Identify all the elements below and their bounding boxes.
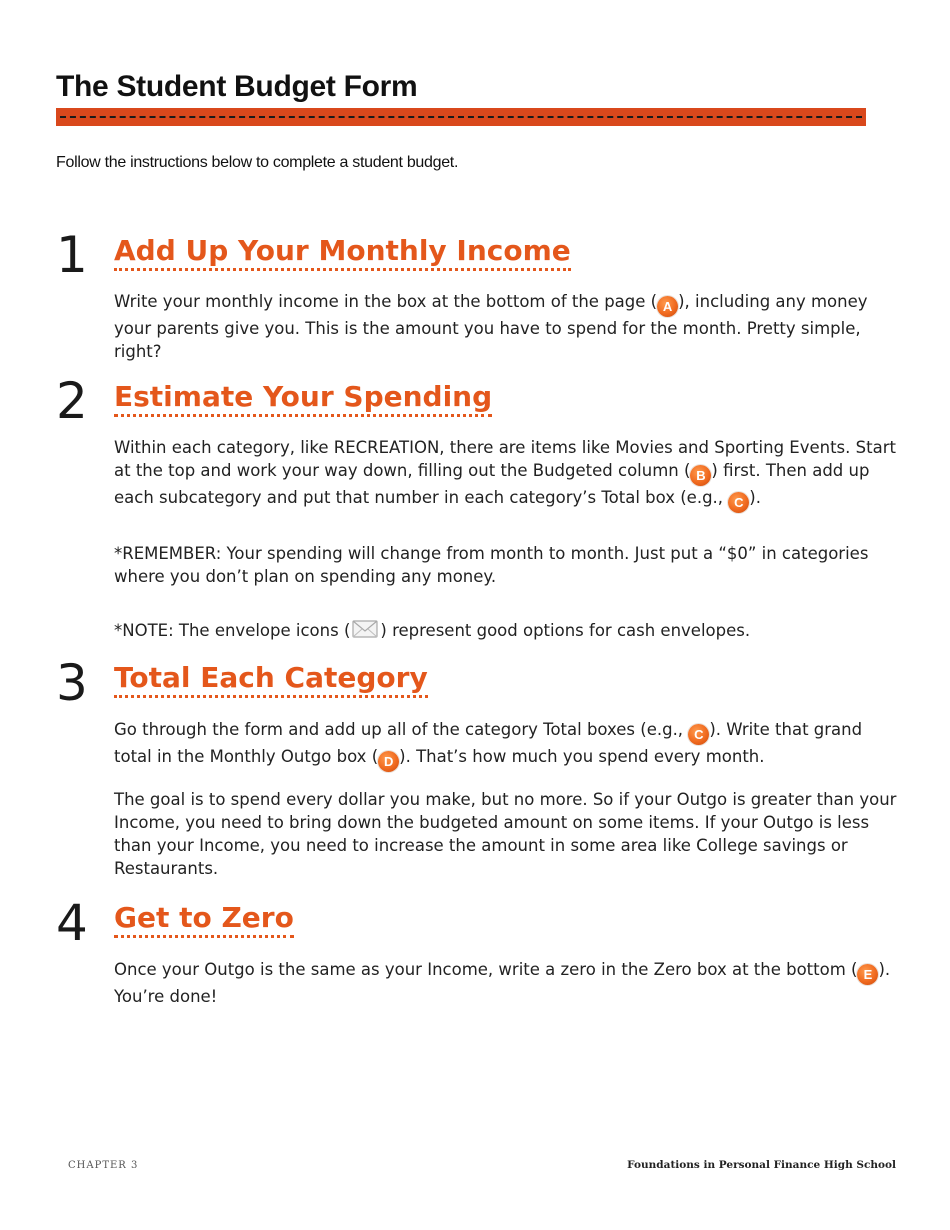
footer-publication: Foundations in Personal Finance High School	[627, 1159, 896, 1171]
badge-b-icon: B	[690, 465, 711, 486]
title-underline-bar	[56, 108, 866, 126]
step-2-remember: *REMEMBER: Your spending will change from month to month. Just put a “$0” in categories where you don’t plan on spending any money.	[114, 544, 869, 586]
step-4-heading: Get to Zero	[114, 901, 294, 938]
page-title: The Student Budget Form	[56, 70, 418, 103]
title-dashed-line	[60, 116, 862, 118]
badge-e-icon: E	[857, 964, 878, 985]
step-2-note-b: ) represent good options for cash envelopes.	[380, 621, 751, 640]
step-3-text-c: ). That’s how much you spend every month.	[399, 747, 765, 766]
step-4-text-a: Once your Outgo is the same as your Income, write a zero in the Zero box at the bottom (	[114, 960, 858, 979]
step-1-number: 1	[56, 226, 88, 284]
step-2-heading: Estimate Your Spending	[114, 380, 492, 417]
footer-chapter: CHAPTER 3	[68, 1160, 139, 1171]
step-3-text-a: Go through the form and add up all of the category Total boxes (e.g.,	[114, 720, 689, 739]
step-2-paragraph	[114, 436, 904, 513]
step-2-text-c: ).	[749, 488, 761, 507]
step-2-number: 2	[56, 372, 88, 430]
badge-a-icon: A	[657, 296, 678, 317]
step-2-note	[114, 618, 904, 642]
step-1-text-a: Write your monthly income in the box at the bottom of the page (	[114, 292, 658, 311]
step-3-text-b: ). Write that grand total in the Monthly Outgo box (	[114, 720, 863, 766]
step-1-paragraph	[114, 290, 904, 363]
intro-text: Follow the instructions below to complete a student budget.	[56, 154, 459, 171]
step-1-text-b: ), including any money your parents give you. This is the amount you have to spend for the month. Pretty simple, right?	[114, 292, 868, 361]
step-2-text-b: ) first. Then add up each subcategory and put that number in each category’s Total box (e.g.,	[114, 461, 870, 507]
badge-d-icon: D	[378, 751, 399, 772]
step-2-text-a: Within each category, like RECREATION, there are items like Movies and Sporting Events. Start at the top and work your way down, filling out the Budgeted column (	[114, 438, 896, 480]
step-2-note-a: *NOTE: The envelope icons (	[114, 621, 351, 640]
step-3-number: 3	[56, 654, 88, 712]
step-3-goal-paragraph: The goal is to spend every dollar you make, but no more. So if your Outgo is greater than your Income, you need to bring down the budgeted amount on some items. If your Outgo is less than your Income, you need to increase the amount in some area like College savings or Restaurants.	[114, 790, 897, 878]
step-3-paragraph	[114, 718, 904, 772]
step-4-number: 4	[56, 894, 88, 952]
badge-c-icon: C	[728, 492, 749, 513]
envelope-icon	[350, 618, 380, 640]
step-3-heading: Total Each Category	[114, 661, 428, 698]
step-1-heading: Add Up Your Monthly Income	[114, 234, 571, 271]
badge-c-icon: C	[688, 724, 709, 745]
step-4-paragraph	[114, 958, 904, 1008]
step-4-text-b: ). You’re done!	[114, 960, 891, 1006]
